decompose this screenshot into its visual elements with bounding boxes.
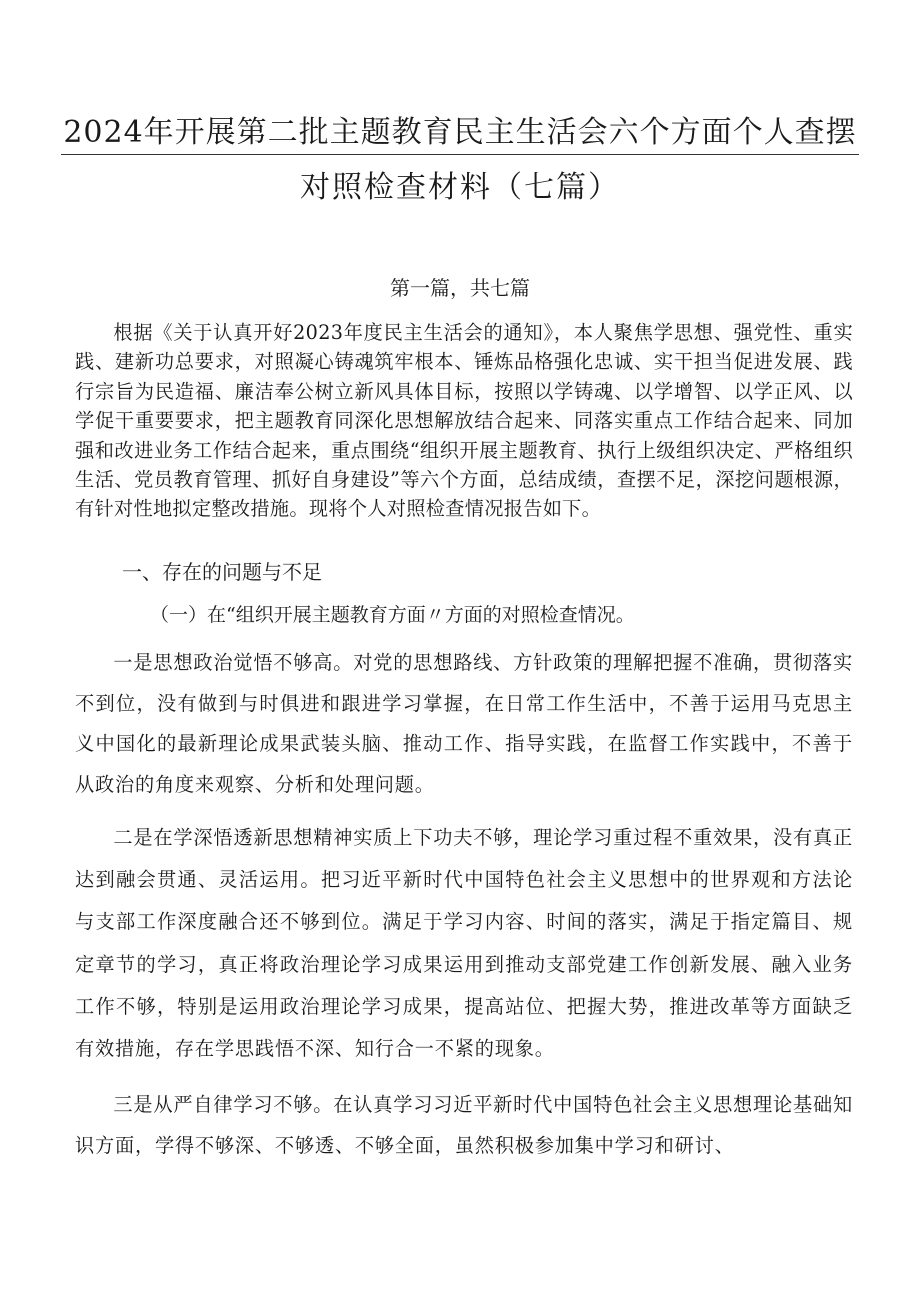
document-title-line-2: 对照检查材料（七篇）: [300, 170, 620, 205]
body-paragraph-1: 一是思想政治觉悟不够高。对党的思想路线、方针政策的理解把握不准确，贯彻落实不到位，没有做到与时俱进和跟进学习掌握，在日常工作生活中，不善于运用马克思主义中国化的最新理论成果武装头脑、推动工作、指导实践，在监督工作实践中，不善于从政治的角度来观察、分析和处理问题。: [75, 651, 853, 797]
document-title-line-1: 2024年开展第二批主题教育民主生活会六个方面个人查摆: [61, 112, 858, 155]
body-paragraph-2: 二是在学深悟透新思想精神实质上下功夫不够，理论学习重过程不重效果，没有真正达到融会贯通、灵活运用。把习近平新时代中国特色社会主义思想中的世界观和方法论与支部工作深度融合还不够到位。满足于学习内容、时间的落实，满足于指定篇目、规定章节的学习，真正将政治理论学习成果运用到推动支部党建工作创新发展、融入业务工作不够，特别是运用政治理论学习成果，提高站位、把握大势，推进改革等方面缺乏有效措施，存在学思践悟不深、知行合一不紧的现象。: [75, 826, 853, 1061]
body-paragraph-3: 三是从严自律学习不够。在认真学习习近平新时代中国特色社会主义思想理论基础知识方面，学得不够深、不够透、不够全面，虽然积极参加集中学习和研讨、: [75, 1093, 853, 1157]
intro-paragraph: 根据《关于认真开好2023年度民主生活会的通知》，本人聚焦学思想、强党性、重实践、建新功总要求，对照凝心铸魂筑牢根本、锤炼品格强化忠诚、实干担当促进发展、践行宗旨为民造福、廉洁奉公树立新风具体目标，按照以学铸魂、以学增智、以学正风、以学促干重要要求，把主题教育同深化思想解放结合起来、同落实重点工作结合起来、同加强和改进业务工作结合起来，重点围绕“组织开展主题教育、执行上级组织决定、严格组织生活、党员教育管理、抓好自身建设”等六个方面，总结成绩，查摆不足，深挖问题根源，有针对性地拟定整改措施。现将个人对照检查情况报告如下。: [75, 321, 853, 521]
section-heading: 一、存在的问题与不足: [122, 560, 322, 584]
sub-section-heading: （一）在“组织开展主题教育方面〃方面的对照检查情况。: [150, 604, 635, 626]
title-block: [0, 112, 920, 209]
chapter-subtitle: 第一篇，共七篇: [390, 276, 530, 300]
